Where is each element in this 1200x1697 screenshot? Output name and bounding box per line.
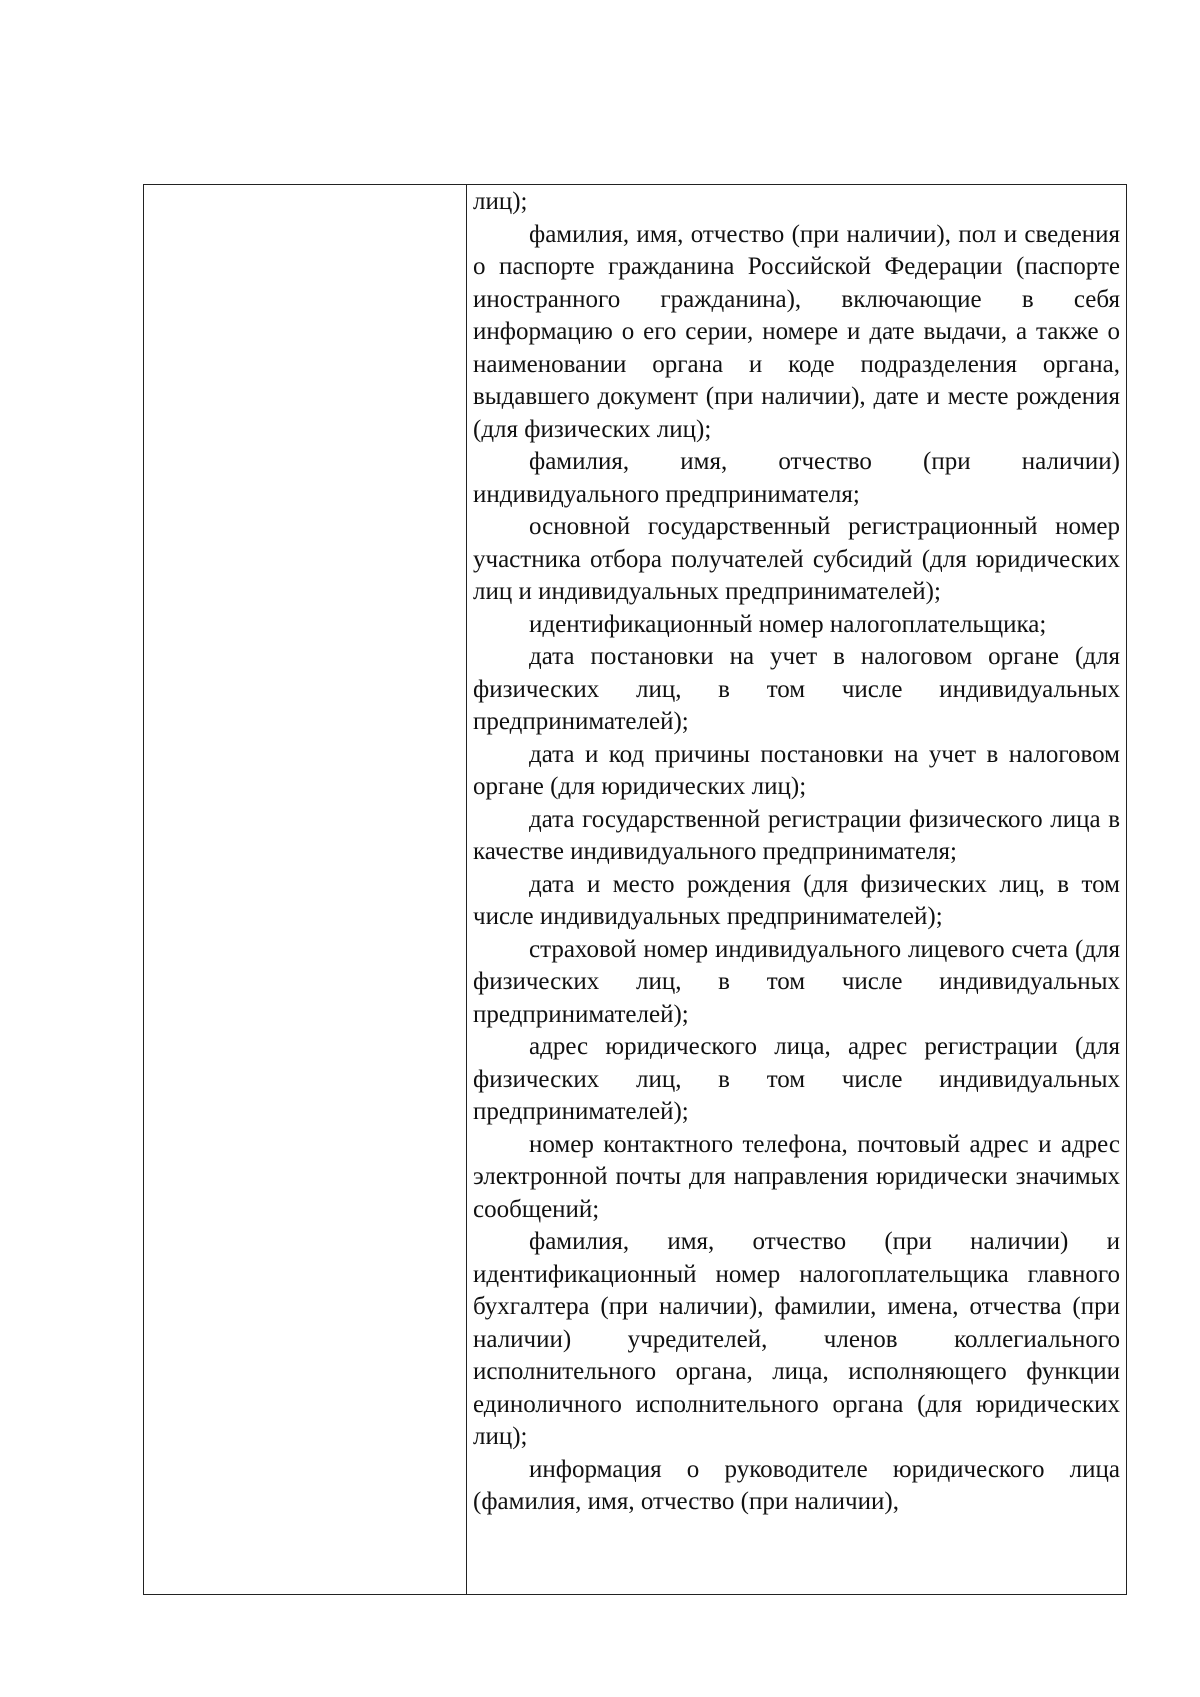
paragraph: адрес юридического лица, адрес регистрации (для физических лиц, в том числе индивидуальных предпринимателей); — [473, 1033, 1120, 1125]
paragraph: основной государственный регистрационный номер участника отбора получателей субсидий (для юридических лиц и индивидуальных предпринимателей); — [473, 513, 1120, 605]
paragraph: номер контактного телефона, почтовый адрес и адрес электронной почты для направления юридически значимых сообщений; — [473, 1130, 1120, 1223]
table-cell-left — [144, 185, 467, 1594]
paragraph: дата государственной регистрации физического лица в качестве индивидуального предпринимателя; — [473, 805, 1120, 865]
paragraph: дата и код причины постановки на учет в налоговом органе (для юридических лиц); — [473, 740, 1120, 800]
paragraph: идентификационный номер налогоплательщика; — [529, 610, 1047, 638]
paragraph: фамилия, имя, отчество (при наличии), пол и сведения о паспорте гражданина Российской Федерации (паспорте иностранного гражданина), включающие в себя информацию о его серии, номере и дате выдачи, а также о наименовании органа и коде подразделения органа, выдавшего документ (при наличии), дате и месте рождения (для физических лиц); — [473, 220, 1120, 443]
paragraph: фамилия, имя, отчество (при наличии) и идентификационный номер налогоплательщика главного бухгалтера (при наличии), фамилии, имена, отчества (при наличии) учредителей, членов коллегиального исполнительного органа, лица, исполняющего функции единоличного исполнительного органа (для юридических лиц); — [473, 1228, 1120, 1450]
table-cell-right — [467, 185, 1126, 1594]
paragraph-continuation: лиц); — [473, 188, 528, 215]
paragraph: фамилия, имя, отчество (при наличии) индивидуального предпринимателя; — [473, 448, 1120, 508]
paragraph: информация о руководителе юридического лица (фамилия, имя, отчество (при наличии), — [473, 1455, 1120, 1515]
paragraph: дата и место рождения (для физических лиц, в том числе индивидуальных предпринимателей); — [473, 870, 1120, 930]
document-table — [143, 184, 1127, 1595]
paragraph: страховой номер индивидуального лицевого счета (для физических лиц, в том числе индивидуальных предпринимателей); — [473, 935, 1120, 1028]
paragraph: дата постановки на учет в налоговом органе (для физических лиц, в том числе индивидуальных предпринимателей); — [473, 643, 1120, 735]
